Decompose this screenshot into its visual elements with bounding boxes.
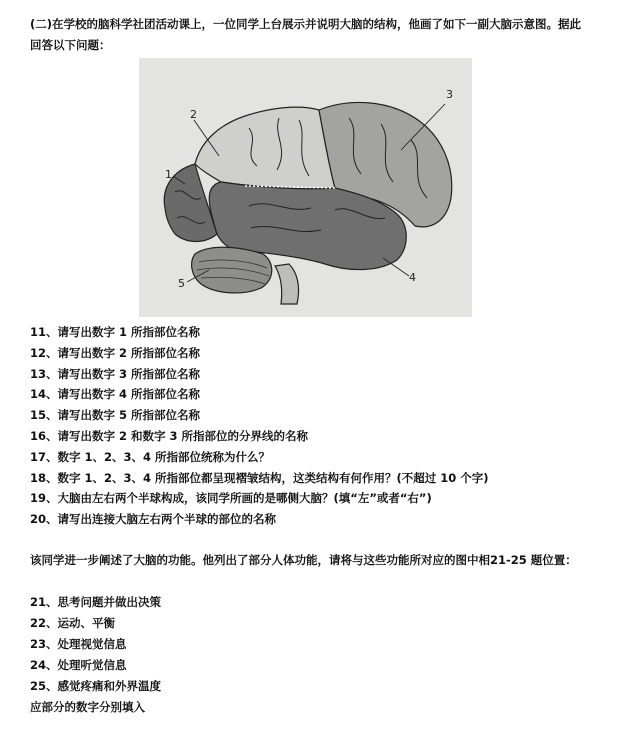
brain-diagram xyxy=(139,58,472,317)
brain-illustration xyxy=(139,58,472,317)
question-item: 19、大脑由左右两个半球构成，该同学所画的是哪侧大脑？(填“左”或者“右”) xyxy=(30,491,432,506)
label-3: 3 xyxy=(446,88,453,101)
label-2: 2 xyxy=(190,108,197,121)
functions-intro-paragraph: 该同学进一步阐述了大脑的功能。他列出了部分人体功能，请将与这些功能所对应的图中相21-25 题位置： xyxy=(30,553,577,567)
intro-paragraph: (二)在学校的脑科学社团活动课上，一位同学上台展示并说明大脑的结构，他画了如下一副大脑示意图。据此回答以下问题： xyxy=(30,17,582,52)
question-item: 16、请写出数字 2 和数字 3 所指部位的分界线的名称 xyxy=(30,428,309,443)
function-list xyxy=(30,592,590,697)
function-item: 23、处理视觉信息 xyxy=(30,637,127,651)
question-item: 15、请写出数字 5 所指部位名称 xyxy=(30,408,201,423)
function-item: 24、处理听觉信息 xyxy=(30,658,127,672)
question-item: 11、请写出数字 1 所指部位名称 xyxy=(30,325,201,339)
label-4: 4 xyxy=(409,271,416,284)
function-item: 22、运动、平衡 xyxy=(30,616,116,630)
question-item: 12、请写出数字 2 所指部位名称 xyxy=(30,345,201,360)
question-item: 14、请写出数字 4 所指部位名称 xyxy=(30,387,201,402)
question-item: 17、数字 1、2、3、4 所指部位统称为什么？ xyxy=(30,449,271,464)
question-item: 13、请写出数字 3 所指部位名称 xyxy=(30,366,201,381)
cerebellum-region xyxy=(192,247,272,293)
tail-line: 应部分的数字分别填入 xyxy=(30,700,145,714)
parietal-lobe-region xyxy=(195,107,335,189)
brainstem-region xyxy=(275,264,299,304)
function-item: 25、感觉疼痛和外界温度 xyxy=(30,679,162,693)
question-item: 20、请写出连接大脑左右两个半球的部位的名称 xyxy=(30,512,277,527)
question-list xyxy=(30,322,600,530)
label-1: 1 xyxy=(165,168,172,181)
question-item: 18、数字 1、2、3、4 所指部位都呈现褶皱结构，这类结构有何作用？(不超过 10 个字) xyxy=(30,470,489,485)
function-item: 21、思考问题并做出决策 xyxy=(30,595,162,609)
label-5: 5 xyxy=(178,277,185,290)
